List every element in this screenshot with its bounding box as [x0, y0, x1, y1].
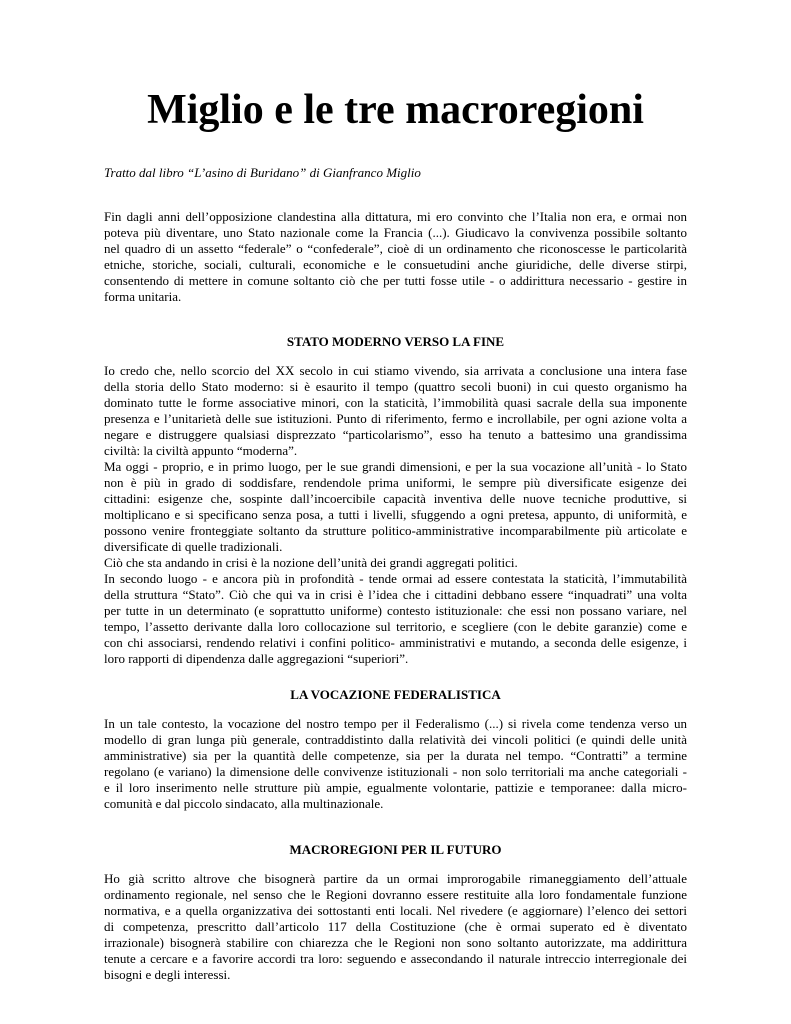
text-line: Io credo che, nello scorcio del XX secolo in cui stiamo vivendo, sia arrivata a conclusione una intera fase — [104, 363, 687, 378]
text-line: modello di gran lunga più generale, contraddistinto dalla relatività dei vincoli politici (e quindi delle unità — [104, 732, 687, 747]
text-line: forma unitaria. — [104, 289, 182, 304]
text-line: poteva più diventare, uno Stato nazionale come la Francia (...). Giudicavo la convivenza possibile soltanto — [104, 225, 687, 240]
text-line: consentendo di mettere in comune soltanto ciò che per tutti fosse utile - o addirittura necessario - gestire in — [104, 273, 687, 288]
section-heading-stato-moderno: STATO MODERNO VERSO LA FINE — [286, 334, 505, 349]
text-line: ordinamento regionale, nel senso che le Regioni dovranno essere restituite alla loro fondamentale funzione — [104, 887, 687, 902]
text-line: In secondo luogo - e ancora più in profondità - tende ormai ad essere contestata la staticità, l’immutabilità — [104, 571, 687, 586]
text-line: regolano (e variano) la dimensione delle convivenze istituzionali - non solo territoriali ma anche categoriali - — [104, 764, 687, 779]
text-line: negare e distruggere qualsiasi disprezzato “particolarismo”, esso ha tenuto a battesimo una grandissima — [104, 427, 687, 442]
text-line: con chi associarsi, rendendo relativi i confini politico- amministrativi e mutando, a seconda delle esigenze, i — [104, 635, 687, 650]
text-line: e il loro inserimento nelle strutture più ampie, egualmente volontarie, pattizie e temporanee: dalla micro- — [104, 780, 687, 795]
section-vocazione-federalistica-body — [104, 716, 687, 812]
text-line: nel quadro di un assetto “federale” o “confederale”, cioè di un ordinamento che riconoscesse le particolarità — [104, 241, 687, 256]
text-line: tenute a cercare e a favorire accordi tra loro: seguendo e assecondando il naturale intreccio interregionale dei — [104, 951, 687, 966]
text-line: Ciò che sta andando in crisi è la nozione dell’unità dei grandi aggregati politici. — [104, 555, 518, 570]
text-line: etniche, storiche, sociali, culturali, economiche e le consuetudini anche giuridiche, delle diverse stirpi, — [104, 257, 687, 272]
text-line: irrazionale) bisognerà stabilire con chiarezza che le Regioni non sono soltanto autorizzate, ma addirittura — [104, 935, 687, 950]
text-line: In un tale contesto, la vocazione del nostro tempo per il Federalismo (...) si rivela come tendenza verso un — [104, 716, 687, 731]
text-line: diversificate di quelle tradizionali. — [104, 539, 283, 554]
text-line: loro rapporti di dipendenza dalle aggregazioni “superiori”. — [104, 651, 409, 666]
text-line: possono venire fronteggiate soltanto da strutture politico-amministrative incomparabilmente più articolate e — [104, 523, 687, 538]
text-line: moltiplicano e si specificano senza posa, a tutti i livelli, sfuggendo a ogni pretesa, appunto, di uniformità, e — [104, 507, 687, 522]
section-heading-vocazione-federalistica: LA VOCAZIONE FEDERALISTICA — [290, 687, 501, 702]
section-heading-macroregioni: MACROREGIONI PER IL FUTURO — [289, 842, 502, 857]
text-line: dominato tutte le forme associative minori, con la staticità, l’immobilità quasi sacrale della sua imponente — [104, 395, 687, 410]
text-line: presenza e l’unitarietà delle sue istituzioni. Punto di riferimento, fermo e incrollabile, per ogni azione volta a — [104, 411, 687, 426]
text-line: di competenza, prescritto dall’articolo 117 della Costituzione (che è ormai superato ed è diventato — [104, 919, 687, 934]
text-line: civiltà: la civiltà appunto “moderna”. — [104, 443, 298, 458]
text-line: della struttura “Stato”. Ciò che qui va in crisi è l’idea che i cittadini debbano essere “inquadrati” una volta — [104, 587, 687, 602]
text-line: della storia dello Stato moderno: si è esaurito il tempo (quattro secoli buoni) in cui questo organismo ha — [104, 379, 687, 394]
intro-paragraph — [104, 209, 687, 305]
text-line: normativa, e a quella organizzativa dei sottostanti enti locali. Nel rivedere (e aggiornare) l’elenco dei settori — [104, 903, 687, 918]
text-line: amministrative) sia per la quantità delle competenze, sia per la durata nel tempo. “Contratti” a termine — [104, 748, 687, 763]
text-line: bisogni e degli interessi. — [104, 967, 231, 982]
text-line: tempo, l’assetto derivante dalla loro collocazione sul territorio, e scegliere (con le debite garanzie) come e — [104, 619, 687, 634]
text-line: Ho già scritto altrove che bisognerà partire da un ormai improrogabile rimaneggiamento dell’attuale — [104, 871, 687, 886]
section-macroregioni-body — [104, 871, 687, 983]
text-line: Fin dagli anni dell’opposizione clandestina alla dittatura, mi ero convinto che l’Italia non era, e ormai non — [104, 209, 687, 224]
text-line: per tutte in un determinato (e soprattutto uniforme) contesto istituzionale: che essi non possano variare, nel — [104, 603, 687, 618]
text-line: Ma oggi - proprio, e in primo luogo, per le sue grandi dimensioni, e per la sua vocazione all’unità - lo Stato — [104, 459, 687, 474]
section-stato-moderno-body — [104, 363, 687, 667]
document-title: Miglio e le tre macroregioni — [147, 87, 644, 133]
text-line: non è più in grado di soddisfare, rendendole prima uniformi, le sempre più diversificate esigenze dei — [104, 475, 687, 490]
text-line: cittadini: esigenze che, sospinte dall’incoercibile capacità inventiva delle nuove tecniche produttive, si — [104, 491, 687, 506]
text-line: comunità e dal piccolo sindacato, alla multinazionale. — [104, 796, 384, 811]
document-subtitle: Tratto dal libro “L’asino di Buridano” di Gianfranco Miglio — [104, 165, 421, 180]
